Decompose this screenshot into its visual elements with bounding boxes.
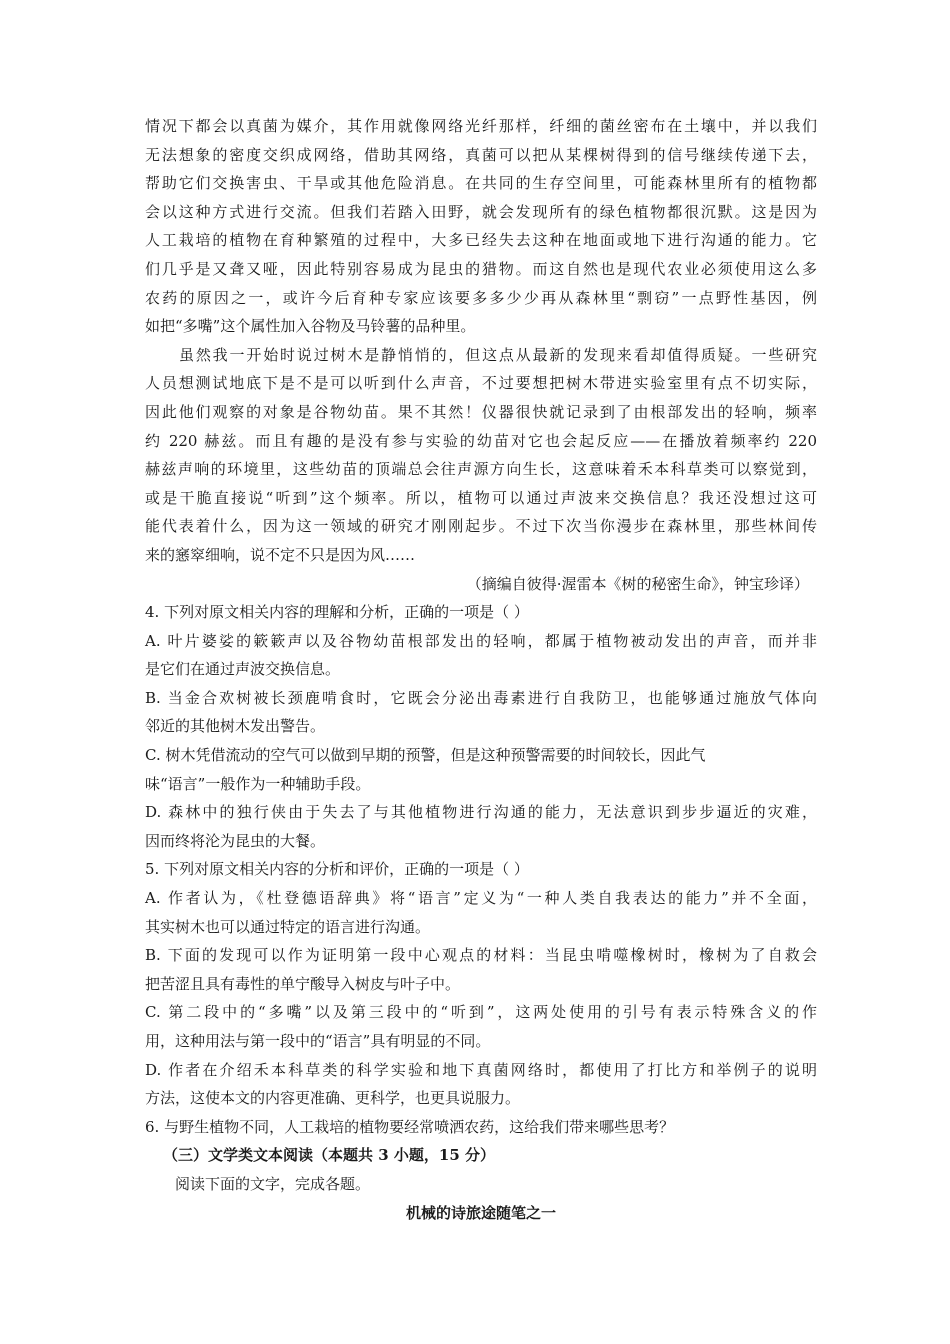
- text-line: 来的窸窣细响，说不定不只是因为风……: [145, 545, 416, 564]
- text-line: 人工栽培的植物在育种繁殖的过程中，大多已经失去这种在地面或地下进行沟通的能力。它: [145, 231, 817, 250]
- text-line: 赫兹声响的环境里，这些幼苗的顶端总会往声源方向生长，这意味着禾本科草类可以察觉到，: [145, 460, 817, 479]
- question-6: 6. 与野生植物不同，人工栽培的植物要经常喷洒农药，这给我们带来哪些思考？: [145, 1117, 675, 1136]
- text-line: 如把“多嘴”这个属性加入谷物及马铃薯的品种里。: [145, 317, 476, 336]
- section-heading: （三）文学类文本阅读（本题共 3 小题，15 分）: [163, 1146, 495, 1165]
- article-title: 机械的诗旅途随笔之一: [405, 1203, 556, 1222]
- option-a-cont: 是它们在通过声波交换信息。: [145, 660, 341, 679]
- text-line: 会以这种方式进行交流。但我们若踏入田野，就会发现所有的绿色植物都很沉默。这是因为: [145, 202, 817, 221]
- option-c-cont: 用，这种用法与第一段中的“语言”具有明显的不同。: [145, 1032, 491, 1050]
- option-d-cont: 因而终将沦为昆虫的大餐。: [145, 831, 326, 850]
- text-line: 情况下都会以真菌为媒介，其作用就像网络光纤那样，纤细的菌丝密布在土壤中，并以我们: [145, 117, 817, 135]
- option-b-cont: 邻近的其他树木发出警告。: [145, 717, 326, 736]
- option-c: C. 第二段中的“多嘴”以及第三段中的“听到”，这两处使用的引号有表示特殊含义的作: [145, 1003, 817, 1022]
- page-content: [145, 112, 817, 1227]
- text-line: 虽然我一开始时说过树木是静悄悄的，但这点从最新的发现来看却值得质疑。一些研究: [179, 345, 817, 364]
- option-d: D. 森林中的独行侠由于失去了与其他植物进行沟通的能力，无法意识到步步逼近的灾难，: [145, 803, 817, 822]
- option-d-cont: 方法，这使本文的内容更准确、更科学，也更具说服力。: [145, 1089, 521, 1108]
- text-line: 无法想象的密度交织成网络，借助其网络，真菌可以把从某棵树得到的信号继续传递下去，: [145, 145, 817, 164]
- option-a: A. 作者认为，《杜登德语辞典》将“语言”定义为“一种人类自我表达的能力”并不全面，: [145, 889, 817, 908]
- question-stem: 5. 下列对原文相关内容的分析和评价，正确的一项是（ ）: [145, 860, 529, 879]
- text-line: 或是干脆直接说“听到”这个频率。所以，植物可以通过声波来交换信息？我还没想过这可: [145, 488, 817, 507]
- passage-paragraph-2: [145, 341, 817, 570]
- option-a: A. 叶片婆娑的簌簌声以及谷物幼苗根部发出的轻响，都属于植物被动发出的声音，而并非: [145, 631, 817, 650]
- text-line: 农药的原因之一，或许今后育种专家应该要多多少少再从森林里“剽窃”一点野性基因，例: [145, 288, 817, 307]
- option-d: D. 作者在介绍禾本科草类的科学实验和地下真菌网络时，都使用了打比方和举例子的说明: [145, 1060, 817, 1079]
- question-4: [145, 598, 817, 855]
- text-line: 人员想测试地底下是不是可以听到什么声音，不过要想把树木带进实验室里有点不切实际，: [145, 374, 817, 393]
- text-line: 因此他们观察的对象是谷物幼苗。果不其然！仪器很快就记录到了由根部发出的轻响，频率: [145, 402, 817, 421]
- option-b: B. 当金合欢树被长颈鹿啃食时，它既会分泌出毒素进行自我防卫，也能够通过施放气体向: [145, 688, 817, 707]
- option-c: C. 树木凭借流动的空气可以做到早期的预警，但是这种预警需要的时间较长，因此气: [145, 746, 706, 765]
- question-5: [145, 855, 817, 1112]
- text-line: 能代表着什么，因为这一领域的研究才刚刚起步。不过下次当你漫步在森林里，那些林间传: [145, 517, 817, 536]
- section-instruction: 阅读下面的文字，完成各题。: [175, 1174, 371, 1193]
- option-b: B. 下面的发现可以作为证明第一段中心观点的材料：当昆虫啃噬橡树时，橡树为了自救会: [145, 946, 817, 965]
- text-line: 们几乎是又聋又哑，因此特别容易成为昆虫的猎物。而这自然也是现代农业必须使用这么多: [145, 259, 817, 278]
- text-line: 约 220 赫兹。而且有趣的是没有参与实验的幼苗对它也会起反应——在播放着频率约 220: [145, 431, 817, 450]
- option-a-cont: 其实树木也可以通过特定的语言进行沟通。: [145, 917, 431, 936]
- source-citation: （摘编自彼得·渥雷本《树的秘密生命》，钟宝珍译）: [466, 574, 809, 593]
- question-stem: 4. 下列对原文相关内容的理解和分析，正确的一项是（ ）: [145, 603, 529, 622]
- passage-paragraph-1: [145, 112, 817, 341]
- text-line: 帮助它们交换害虫、干旱或其他危险消息。在共同的生存空间里，可能森林里所有的植物都: [145, 174, 817, 193]
- option-c-cont: 味“语言”一般作为一种辅助手段。: [145, 774, 371, 793]
- option-b-cont: 把苦涩且具有毒性的单宁酸导入树皮与叶子中。: [145, 974, 461, 993]
